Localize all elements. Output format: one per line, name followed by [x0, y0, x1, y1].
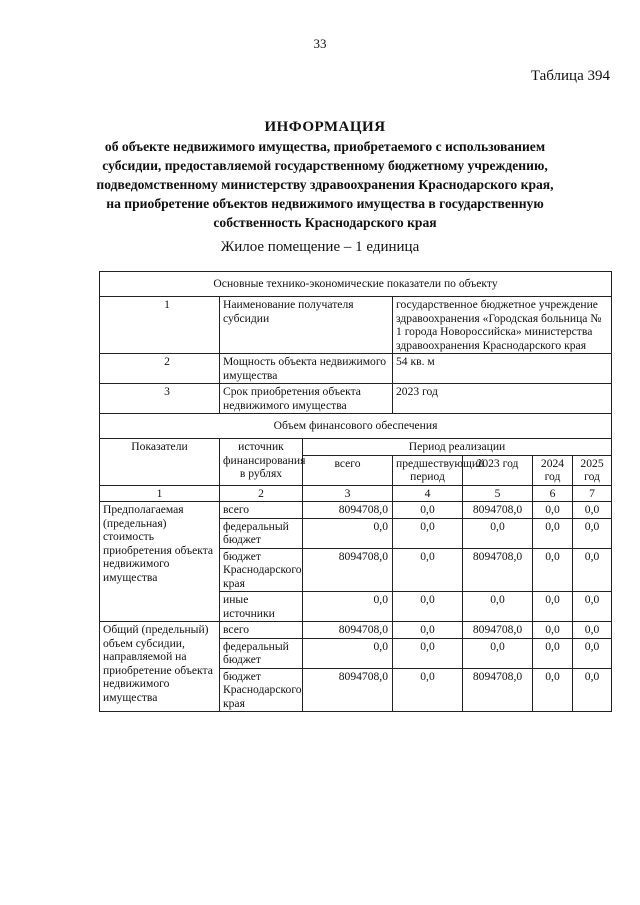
year-2023-cell: 8094708,0	[463, 668, 533, 712]
year-2023-cell: 0,0	[463, 638, 533, 668]
year-2025-cell: 0,0	[573, 638, 612, 668]
year-2023-cell: 8094708,0	[463, 622, 533, 639]
year-2025-cell: 0,0	[573, 592, 612, 622]
finance-row	[100, 622, 612, 639]
header-2024: 2024 год	[533, 455, 573, 485]
header-total: всего	[303, 455, 393, 485]
heading-line: на приобретение объектов недвижимого имущества в государственную	[106, 196, 544, 211]
info-row-number: 3	[100, 384, 220, 414]
header-2023: 2023 год	[463, 455, 533, 485]
total-cell: 0,0	[303, 638, 393, 668]
info-row-number: 2	[100, 354, 220, 384]
heading-line: об объекте недвижимого имущества, приобретаемого с использованием	[104, 139, 546, 154]
previous-cell: 0,0	[393, 592, 463, 622]
year-2025-cell: 0,0	[573, 518, 612, 548]
info-row	[100, 297, 612, 354]
header-2025: 2025 год	[573, 455, 612, 485]
column-number: 3	[303, 485, 393, 502]
page-number: 33	[313, 36, 327, 51]
year-2025-cell: 0,0	[573, 548, 612, 592]
section-header: Основные технико-экономические показатели по объекту	[100, 272, 612, 297]
header-previous: предшествующий период	[393, 455, 463, 485]
table-label: Таблица 394	[530, 68, 610, 84]
total-cell: 8094708,0	[303, 668, 393, 712]
info-row-value: 54 кв. м	[393, 354, 612, 384]
total-cell: 8094708,0	[303, 548, 393, 592]
year-2024-cell: 0,0	[533, 592, 573, 622]
column-number: 1	[100, 485, 220, 502]
year-2024-cell: 0,0	[533, 638, 573, 668]
column-number: 6	[533, 485, 573, 502]
total-cell: 8094708,0	[303, 502, 393, 519]
finance-row	[100, 502, 612, 519]
heading-line: собственность Краснодарского края	[213, 215, 437, 230]
year-2023-cell: 0,0	[463, 518, 533, 548]
year-2024-cell: 0,0	[533, 548, 573, 592]
object-subtitle: Жилое помещение – 1 единица	[220, 239, 420, 255]
total-cell: 0,0	[303, 518, 393, 548]
source-cell: бюджет Краснодарского края	[220, 668, 303, 712]
indicator-label: Общий (предельный) объем субсидии, направляемой на приобретение объекта недвижимого имущества	[100, 622, 220, 712]
year-2023-cell: 8094708,0	[463, 548, 533, 592]
column-number: 5	[463, 485, 533, 502]
previous-cell: 0,0	[393, 668, 463, 712]
info-row-value: 2023 год	[393, 384, 612, 414]
source-cell: всего	[220, 502, 303, 519]
year-2024-cell: 0,0	[533, 502, 573, 519]
section-header: Объем финансового обеспечения	[100, 414, 612, 439]
indicator-label: Предполагаемая (предельная) стоимость приобретения объекта недвижимого имущества	[100, 502, 220, 622]
header-period: Период реализации	[303, 439, 612, 456]
total-cell: 8094708,0	[303, 622, 393, 639]
previous-cell: 0,0	[393, 502, 463, 519]
column-number-row	[100, 485, 612, 502]
previous-cell: 0,0	[393, 638, 463, 668]
year-2023-cell: 0,0	[463, 592, 533, 622]
source-cell: бюджет Краснодарского края	[220, 548, 303, 592]
year-2024-cell: 0,0	[533, 668, 573, 712]
object-info-table	[99, 271, 612, 712]
column-number: 7	[573, 485, 612, 502]
document-heading	[90, 118, 560, 232]
previous-cell: 0,0	[393, 548, 463, 592]
source-cell: федеральный бюджет	[220, 638, 303, 668]
year-2025-cell: 0,0	[573, 502, 612, 519]
source-cell: иные источники	[220, 592, 303, 622]
heading-line: подведомственному министерству здравоохранения Краснодарского края,	[96, 177, 554, 192]
info-row	[100, 354, 612, 384]
year-2024-cell: 0,0	[533, 518, 573, 548]
previous-cell: 0,0	[393, 622, 463, 639]
column-header-row	[100, 439, 612, 456]
info-row	[100, 384, 612, 414]
info-row-number: 1	[100, 297, 220, 354]
source-cell: федеральный бюджет	[220, 518, 303, 548]
total-cell: 0,0	[303, 592, 393, 622]
heading-line: субсидии, предоставляемой государственному бюджетному учреждению,	[102, 158, 548, 173]
header-indicators: Показатели	[100, 439, 220, 486]
info-row-label: Мощность объекта недвижимого имущества	[220, 354, 393, 384]
previous-cell: 0,0	[393, 518, 463, 548]
info-row-label: Срок приобретения объекта недвижимого имущества	[220, 384, 393, 414]
info-row-label: Наименование получателя субсидии	[220, 297, 393, 354]
year-2024-cell: 0,0	[533, 622, 573, 639]
header-source: источник финансирования в рублях	[220, 439, 303, 486]
heading-title: ИНФОРМАЦИЯ	[264, 119, 386, 135]
source-cell: всего	[220, 622, 303, 639]
year-2025-cell: 0,0	[573, 668, 612, 712]
column-number: 2	[220, 485, 303, 502]
column-number: 4	[393, 485, 463, 502]
year-2025-cell: 0,0	[573, 622, 612, 639]
info-row-value: государственное бюджетное учреждение здравоохранения «Городская больница № 1 города Новороссийска» министерства здравоохранения Краснодарского края	[393, 297, 612, 354]
year-2023-cell: 8094708,0	[463, 502, 533, 519]
